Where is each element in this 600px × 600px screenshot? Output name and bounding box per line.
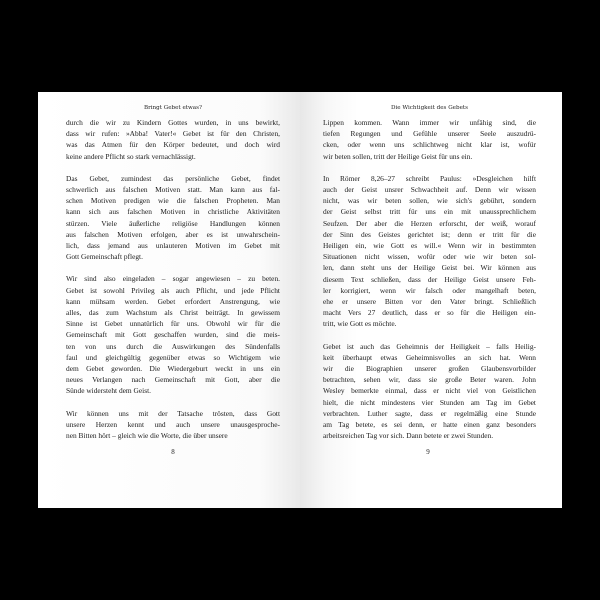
text-line: wir die Biographien unserer großen Glaubensvorbilder <box>323 364 536 374</box>
text-line: Gemeinschaft mit Gott geschaffen wurden, sind die meis- <box>66 330 280 340</box>
body-text <box>323 117 536 441</box>
text-line: Wir sind also eingeladen – sogar angewiesen – zu beten. <box>66 274 280 284</box>
paragraph <box>66 408 280 442</box>
text-line: keine andere Pflicht so stark vernachlässigt. <box>66 151 196 161</box>
text-line: Wir können uns mit der Tatsache trösten, dass Gott <box>66 408 280 418</box>
text-line: alles, das zum Wachstum als Christ beiträgt. In gewissem <box>66 308 280 318</box>
paragraph <box>66 173 280 263</box>
text-line: der Sinn des Geistes gerichtet ist; denn er tritt für die <box>323 229 536 239</box>
text-line: auch der Geist unsrer Schwachheit auf. Denn wir wissen <box>323 185 536 195</box>
running-head: Die Wichtigkeit des Gebets <box>391 105 468 111</box>
text-line: Gebet ist sowohl Privileg als auch Pflicht, und jede Pflicht <box>66 285 280 295</box>
text-line: verbrachten. Luther sagte, dass er regelmäßig eine Stunde <box>323 408 536 418</box>
text-line: dass wir rufen: »Abba! Vater!« Gebet ist für den Christen, <box>66 129 280 139</box>
paragraph <box>323 341 536 442</box>
paragraph <box>323 117 536 162</box>
text-line: keit überhaupt etwas Geheimnisvolles an sich hat. Wenn <box>323 352 536 362</box>
page-number: 8 <box>171 448 175 456</box>
text-line: arbeitsreichen Tag vor sich. Dann betete er zwei Stunden. <box>323 431 494 441</box>
text-line: Gott Gemeinschaft pflegt. <box>66 252 143 262</box>
text-line: Wesley bemerkte einmal, dass er nicht viel von Geistlichen <box>323 386 536 396</box>
text-line: tiefen Regungen und Gefühle unserer Seele auszudrü- <box>323 129 536 139</box>
text-line: lich, dass jemand aus unlauteren Motiven im Gebet mit <box>66 241 280 251</box>
text-line: hielt, die nicht mindestens vier Stunden am Tag im Gebet <box>323 397 536 407</box>
text-line: len, dann steht uns der Heilige Geist bei. Wir können aus <box>323 263 536 273</box>
text-line: macht Vers 27 deutlich, dass er so für die Heiligen ein- <box>323 308 536 318</box>
text-line: neues Verlangen nach Gemeinschaft mit Gott, aber die <box>66 375 280 385</box>
page-number: 9 <box>426 448 430 456</box>
paragraph <box>66 117 280 162</box>
text-line: tritt, wie Gott es möchte. <box>323 319 397 329</box>
text-line: nen Bitten hört – gleich wie die Worte, die über unsere <box>66 431 228 441</box>
text-line: Das Gebet, zumindest das persönliche Gebet, findet <box>66 173 280 183</box>
text-line: Situationen nicht wissen, wofür oder wie wir beten sol- <box>323 252 536 262</box>
text-line: durch die wir zu Kindern Gottes wurden, in uns bewirkt, <box>66 118 280 127</box>
text-line: faul und gleichgültig gegenüber etwas so Wichtigem wie <box>66 352 280 362</box>
text-line: kann sich aus falschen Motiven in christliche Aktivitäten <box>66 207 280 217</box>
paragraph <box>66 273 280 396</box>
text-line: ehe er unsere Bitten vor den Vater bringt. Schließlich <box>323 297 536 307</box>
text-line: betrachten, sehen wir, dass sie große Beter waren. John <box>323 375 536 385</box>
paragraph <box>323 173 536 330</box>
text-line: cken, oder wenn uns schlichtweg nicht klar ist, wofür <box>323 140 536 150</box>
text-line: schwerlich aus falschen Motiven statt. Man kann aus fal- <box>66 185 280 195</box>
text-line: was das Atmen für den Körper bedeutet, und doch wird <box>66 140 280 150</box>
text-line: dem Gebet geworden. Die Wiedergeburt weckt in uns ein <box>66 364 280 374</box>
body-text <box>66 117 280 441</box>
text-line: Sünde widersteht dem Geist. <box>66 386 151 396</box>
text-line: kann mühsam werden. Gebet erfordert Anstrengung, wie <box>66 296 280 306</box>
text-line: am Tag betete, es sei denn, er hatte einen ganz besonders <box>323 420 536 430</box>
right-page <box>300 92 562 508</box>
text-line: Seufzen. Der aber die Herzen erforscht, der weiß, worauf <box>323 218 536 228</box>
text-line: Heiligen ein, wie Gott es will.« Wenn wir in bestimmten <box>323 241 536 251</box>
left-page <box>38 92 300 508</box>
text-line: nicht, was wir beten sollen, wie sich's gebührt, sondern <box>323 196 536 206</box>
text-line: der Geist selbst tritt für uns ein mit unaussprechlichem <box>323 207 536 217</box>
text-line: aus falschen Motiven erfolgen, aber es ist unwahrschein- <box>66 229 280 239</box>
running-head: Bringt Gebet etwas? <box>143 105 203 111</box>
text-line: In Römer 8,26–27 schreibt Paulus: »Desgleichen hilft <box>323 173 536 183</box>
text-line: Sinne ist Gebet unnatürlich für uns. Obwohl wir für die <box>66 319 280 329</box>
book-spread <box>38 92 562 508</box>
text-line: unsere Herzen kennt und auch unsere unausgesproche- <box>66 419 280 429</box>
text-line: Lippen kommen. Wann immer wir unfähig sind, die <box>323 118 536 127</box>
text-line: ten von uns durch die Auswirkungen des Sündenfalls <box>66 341 280 351</box>
text-line: Gebet ist auch das Geheimnis der Heiligkeit – falls Heilig- <box>323 341 536 351</box>
text-line: diesem Text schließen, dass der Heilige Geist unsere Feh- <box>323 274 536 284</box>
text-line: stürzen. Viele äußerliche religiöse Handlungen können <box>66 218 280 228</box>
text-line: wir beten sollen, tritt der Heilige Geist für uns ein. <box>323 151 473 161</box>
text-line: schen Motiven predigen wie die falschen Propheten. Man <box>66 196 280 206</box>
text-line: ler korrigiert, wenn wir falsch oder mangelhaft beten, <box>323 285 536 295</box>
